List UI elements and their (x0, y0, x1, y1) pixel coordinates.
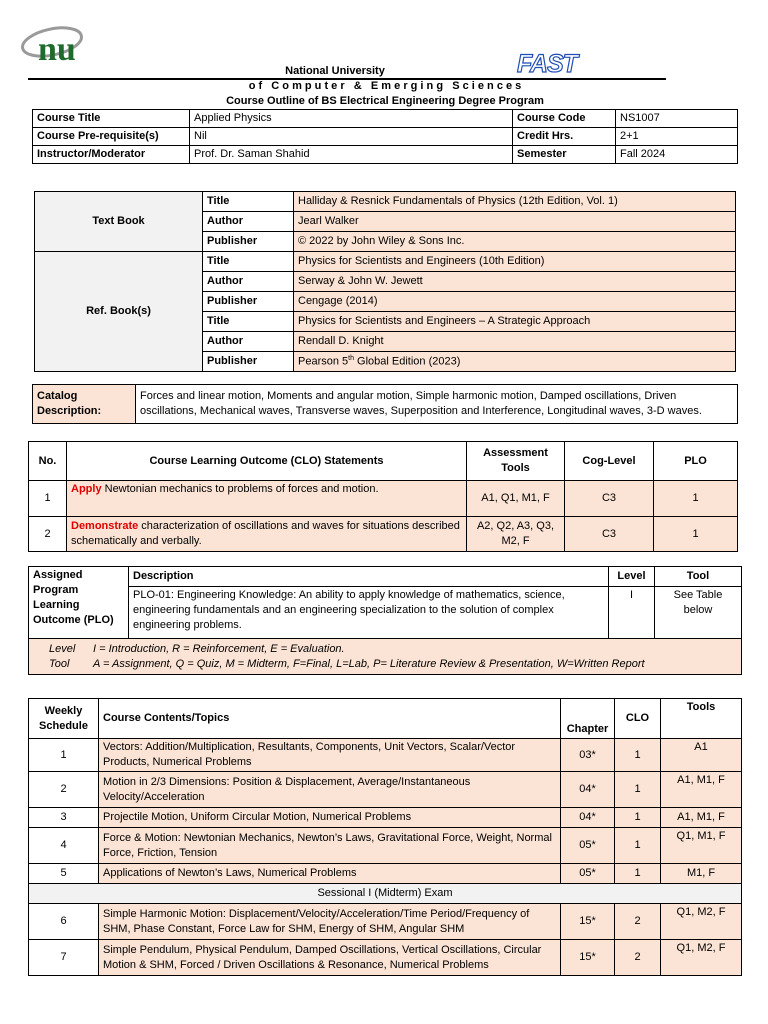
clo-row (29, 481, 738, 517)
schedule-topic: Force & Motion: Newtonian Mechanics, Newton’s Laws, Gravitational Force, Weight, Normal Force, Friction, Tension (99, 828, 561, 864)
course-info-table (32, 109, 738, 164)
credit-label: Credit Hrs. (513, 127, 616, 145)
clo-statement-header: Course Learning Outcome (CLO) Statements (67, 442, 467, 481)
book-value: © 2022 by John Wiley & Sons Inc. (294, 232, 736, 252)
text-book-label: Text Book (35, 192, 203, 252)
course-title-label: Course Title (33, 110, 190, 128)
book-value: Jearl Walker (294, 212, 736, 232)
schedule-topic: Simple Harmonic Motion: Displacement/Velocity/Acceleration/Time Period/Frequency of SHM, Phase Constant, Force Law for SHM, Energy of SHM, Angular SHM (99, 904, 561, 940)
course-title-value: Applied Physics (190, 110, 513, 128)
fast-logo-text: FAST (517, 50, 577, 78)
book-row (35, 192, 736, 212)
book-key: Author (203, 212, 294, 232)
plo-legend (29, 639, 742, 675)
book-key: Publisher (203, 352, 294, 372)
plo-tool: See Table below (655, 587, 742, 639)
schedule-row (29, 808, 742, 828)
book-value: Cengage (2014) (294, 292, 736, 312)
schedule-row (29, 772, 742, 808)
clo-text: characterization of oscillations and waves for situations described schematically and verbally. (71, 520, 460, 547)
book-value-sup: th (348, 354, 354, 362)
plo-level-header: Level (609, 567, 655, 587)
book-key: Title (203, 192, 294, 212)
book-key: Publisher (203, 292, 294, 312)
book-key: Author (203, 272, 294, 292)
schedule-chapter: 04* (561, 772, 615, 808)
schedule-clo: 2 (615, 904, 661, 940)
plo-table (28, 566, 742, 675)
schedule-chapter: 04* (561, 808, 615, 828)
schedule-chapter-header: Chapter (561, 699, 615, 739)
clo-table (28, 441, 738, 552)
schedule-clo: 1 (615, 772, 661, 808)
catalog-table (32, 384, 738, 424)
clo-plo-header: PLO (654, 442, 738, 481)
outline-title: Course Outline of BS Electrical Engineering Degree Program (226, 95, 544, 107)
plo-tool-header: Tool (655, 567, 742, 587)
book-key: Author (203, 332, 294, 352)
book-key: Publisher (203, 232, 294, 252)
instructor-row (33, 145, 738, 163)
plo-legend-row (29, 639, 742, 675)
plo-row (29, 587, 742, 639)
course-code-value: NS1007 (616, 110, 738, 128)
clo-cog: C3 (565, 481, 654, 517)
schedule-topic: Simple Pendulum, Physical Pendulum, Damped Oscillations, Vertical Oscillations, Circular Motion & SHM, Forced / Driven Oscillations & Resonance, Numerical Problems (99, 940, 561, 976)
schedule-clo: 2 (615, 940, 661, 976)
clo-no: 1 (29, 481, 67, 517)
schedule-topic: Applications of Newton’s Laws, Numerical Problems (99, 864, 561, 884)
book-value: Rendall D. Knight (294, 332, 736, 352)
book-value-tail: Global Edition (2023) (354, 355, 461, 368)
legend-tool-key: Tool (49, 657, 70, 670)
clo-cog-header: Cog-Level (565, 442, 654, 481)
schedule-week: 6 (29, 904, 99, 940)
clo-no-header: No. (29, 442, 67, 481)
schedule-tools: A1, M1, F (661, 808, 742, 828)
catalog-label: Catalog Description: (33, 385, 136, 424)
prereq-value: Nil (190, 127, 513, 145)
schedule-week: 1 (29, 739, 99, 772)
schedule-clo: 1 (615, 808, 661, 828)
schedule-table (28, 698, 742, 976)
book-value: Serway & John W. Jewett (294, 272, 736, 292)
schedule-chapter: 03* (561, 739, 615, 772)
schedule-tools-header: Tools (661, 699, 742, 739)
schedule-topic: Vectors: Addition/Multiplication, Resultants, Components, Unit Vectors, Scalar/Vector Products, Numerical Problems (99, 739, 561, 772)
legend-tool-text: A = Assignment, Q = Quiz, M = Midterm, F=Final, L=Lab, P= Literature Review & Presentation, W=Written Report (93, 657, 645, 670)
clo-tools-header: Assessment Tools (467, 442, 565, 481)
schedule-week: 2 (29, 772, 99, 808)
catalog-text: Forces and linear motion, Moments and angular motion, Simple harmonic motion, Damped oscillations, Driven oscillations, Mechanical waves, Transverse waves, Superposition and Interference, Longitudinal waves, 3-D waves. (136, 385, 738, 424)
plo-desc: PLO-01: Engineering Knowledge: An ability to apply knowledge of mathematics, science, engineering fundamentals and an engineering specialization to the solution of complex engineering problems. (129, 587, 609, 639)
nu-logo-text: nu (38, 31, 76, 68)
course-title-row (33, 110, 738, 128)
clo-verb: Apply (71, 483, 102, 495)
schedule-clo-header: CLO (615, 699, 661, 739)
schedule-chapter: 05* (561, 864, 615, 884)
schedule-row (29, 940, 742, 976)
plo-desc-header: Description (129, 567, 609, 587)
clo-no: 2 (29, 517, 67, 552)
plo-header-row (29, 567, 742, 587)
book-value-main: Pearson 5 (298, 355, 349, 368)
book-key: Title (203, 252, 294, 272)
book-value: Halliday & Resnick Fundamentals of Physics (12th Edition, Vol. 1) (294, 192, 736, 212)
instructor-value: Prof. Dr. Saman Shahid (190, 145, 513, 163)
prereq-row (33, 127, 738, 145)
clo-verb: Demonstrate (71, 520, 139, 533)
semester-value: Fall 2024 (616, 145, 738, 163)
legend-level (49, 642, 737, 657)
schedule-chapter: 15* (561, 904, 615, 940)
schedule-week: 3 (29, 808, 99, 828)
schedule-tools: A1, M1, F (661, 772, 742, 808)
schedule-topics-header: Course Contents/Topics (99, 699, 561, 739)
plo-level: I (609, 587, 655, 639)
plo-label: Assigned Program Learning Outcome (PLO) (29, 567, 129, 639)
credit-value: 2+1 (616, 127, 738, 145)
schedule-tools: Q1, M2, F (661, 904, 742, 940)
schedule-row (29, 864, 742, 884)
nu-logo (16, 20, 96, 66)
book-value: Physics for Scientists and Engineers (10th Edition) (294, 252, 736, 272)
schedule-tools: Q1, M2, F (661, 940, 742, 976)
semester-label: Semester (513, 145, 616, 163)
schedule-header-row (29, 699, 742, 739)
schedule-tools: M1, F (661, 864, 742, 884)
book-row (35, 252, 736, 272)
schedule-week: 5 (29, 864, 99, 884)
clo-tools: A1, Q1, M1, F (467, 481, 565, 517)
clo-tools: A2, Q2, A3, Q3, M2, F (467, 517, 565, 552)
schedule-tools: Q1, M1, F (661, 828, 742, 864)
ref-book-label: Ref. Book(s) (35, 252, 203, 372)
schedule-week: 7 (29, 940, 99, 976)
fast-logo (516, 46, 577, 78)
schedule-chapter: 05* (561, 828, 615, 864)
clo-text: Newtonian mechanics to problems of forces and motion. (101, 483, 379, 495)
clo-plo: 1 (654, 517, 738, 552)
schedule-clo: 1 (615, 828, 661, 864)
book-value (294, 352, 736, 372)
prereq-label: Course Pre-requisite(s) (33, 127, 190, 145)
legend-tool (49, 657, 737, 672)
schedule-clo: 1 (615, 739, 661, 772)
schedule-row (29, 904, 742, 940)
schedule-chapter: 15* (561, 940, 615, 976)
clo-row (29, 517, 738, 552)
schedule-clo: 1 (615, 864, 661, 884)
university-name: National University (285, 65, 385, 77)
clo-plo: 1 (654, 481, 738, 517)
faculty-name: o f C o m p u t e r & E m e r g i n g S c i e n c e s (248, 80, 522, 92)
legend-level-text: I = Introduction, R = Reinforcement, E = Evaluation. (93, 642, 345, 655)
schedule-week-header: Weekly Schedule (29, 699, 99, 739)
schedule-row (29, 739, 742, 772)
catalog-row (33, 385, 738, 424)
instructor-label: Instructor/Moderator (33, 145, 190, 163)
clo-statement (67, 481, 467, 517)
sessional-row (29, 884, 742, 904)
books-table (34, 191, 736, 372)
schedule-row (29, 828, 742, 864)
schedule-week: 4 (29, 828, 99, 864)
clo-cog: C3 (565, 517, 654, 552)
course-code-label: Course Code (513, 110, 616, 128)
schedule-tools: A1 (661, 739, 742, 772)
schedule-topic: Projectile Motion, Uniform Circular Motion, Numerical Problems (99, 808, 561, 828)
clo-statement (67, 517, 467, 552)
legend-level-key: Level (49, 642, 76, 655)
clo-header-row (29, 442, 738, 481)
book-value: Physics for Scientists and Engineers – A Strategic Approach (294, 312, 736, 332)
sessional-label: Sessional I (Midterm) Exam (29, 884, 742, 904)
schedule-topic: Motion in 2/3 Dimensions: Position & Displacement, Average/Instantaneous Velocity/Acceleration (99, 772, 561, 808)
book-key: Title (203, 312, 294, 332)
